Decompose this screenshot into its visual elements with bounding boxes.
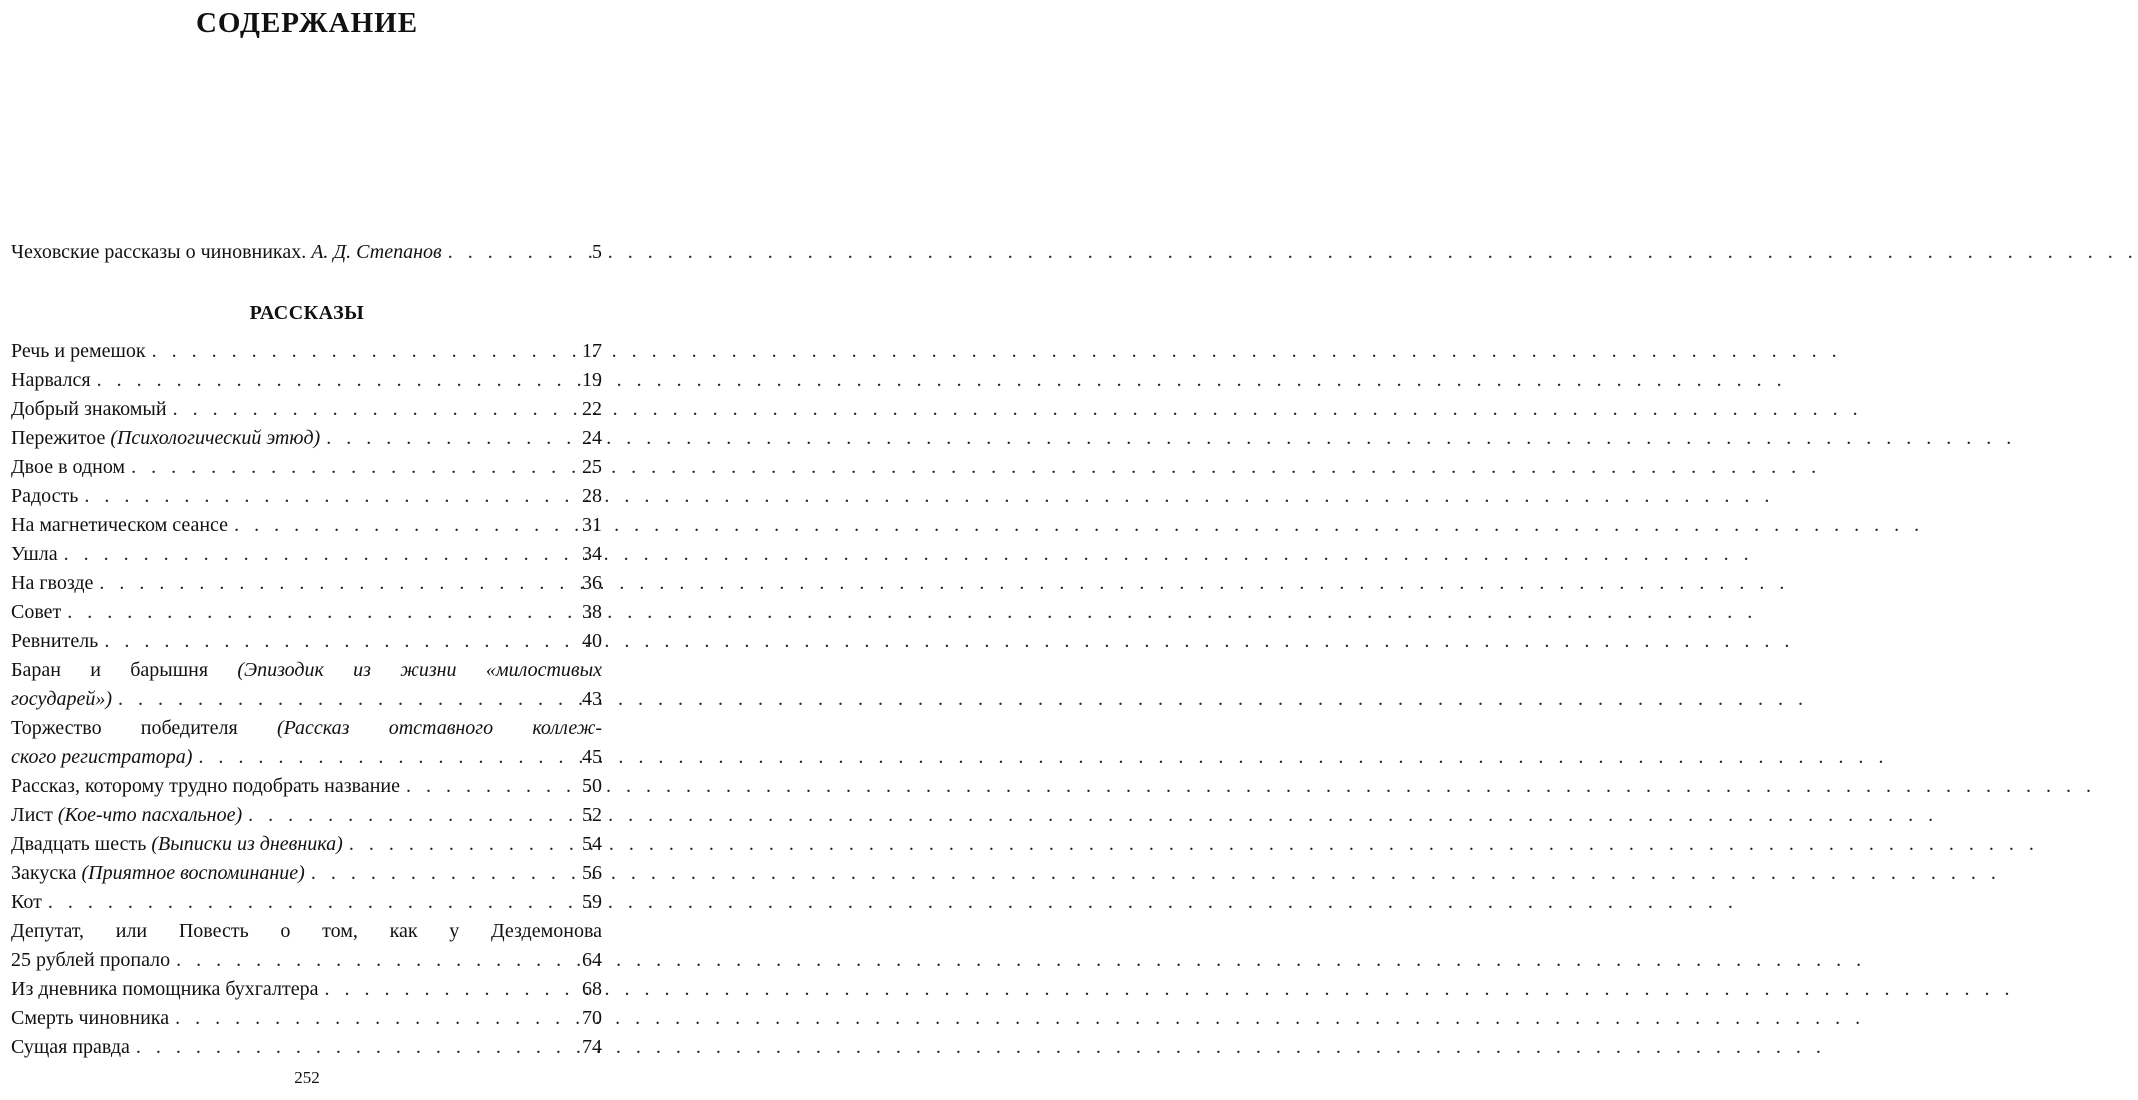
entry-page: 40 — [582, 630, 602, 652]
toc-entry[interactable] — [11, 888, 602, 917]
entry-title: Торжество победителя — [11, 717, 238, 739]
entry-page: 34 — [582, 543, 602, 565]
dot-leader — [173, 395, 576, 424]
entry-title: Лист — [11, 804, 53, 826]
toc-entry[interactable] — [11, 714, 602, 772]
dot-leader — [349, 830, 576, 859]
entry-title: Пережитое — [11, 427, 106, 449]
section-title: РАССКАЗЫ — [249, 302, 365, 324]
entry-subtitle: ского регистратора) — [11, 746, 193, 768]
entry-page: 64 — [582, 949, 602, 971]
toc-entry[interactable] — [11, 801, 602, 830]
page-number: 252 — [294, 1068, 320, 1087]
entry-page: 50 — [582, 775, 602, 797]
entry-title: Смерть чиновника — [11, 1007, 170, 1029]
dot-leader — [84, 482, 576, 511]
toc-entry[interactable] — [11, 424, 602, 453]
entry-subtitle: (Приятное воспоминание) — [81, 862, 305, 884]
toc-list — [11, 337, 602, 1062]
toc-entry[interactable] — [11, 366, 602, 395]
entry-title: На магнетическом сеансе — [11, 514, 229, 536]
entry-page: 70 — [582, 1007, 602, 1029]
toc-entry[interactable] — [11, 569, 602, 598]
entry-title: Чеховские рассказы о чиновниках. — [11, 241, 307, 263]
dot-leader — [406, 772, 576, 801]
dot-leader — [198, 743, 576, 772]
entry-subtitle: (Кое-что пасхальное) — [57, 804, 243, 826]
toc-entry[interactable] — [11, 772, 602, 801]
dot-leader — [234, 511, 576, 540]
entry-page: 54 — [582, 833, 602, 855]
dot-leader — [136, 1033, 576, 1062]
entry-subtitle: (Рассказ отставного коллеж- — [276, 717, 603, 739]
dot-leader — [448, 238, 582, 267]
page-title: СОДЕРЖАНИЕ — [195, 7, 419, 39]
dot-leader — [118, 685, 576, 714]
toc-entry[interactable] — [11, 1004, 602, 1033]
entry-title: Радость — [11, 485, 79, 507]
entry-page: 59 — [582, 891, 602, 913]
entry-title: Речь и ремешок — [11, 340, 146, 362]
entry-page: 25 — [582, 456, 602, 478]
entry-page: 45 — [582, 746, 602, 768]
toc-entry[interactable] — [11, 337, 602, 366]
entry-subtitle: (Эпизодик из жизни «милостивых — [237, 659, 602, 681]
entry-page: 22 — [582, 398, 602, 420]
toc-entry[interactable] — [11, 627, 602, 656]
dot-leader — [67, 598, 576, 627]
toc-intro-entry[interactable] — [11, 238, 602, 267]
dot-leader — [311, 859, 576, 888]
toc-entry[interactable] — [11, 395, 602, 424]
toc-entry[interactable] — [11, 656, 602, 714]
toc-entry[interactable] — [11, 482, 602, 511]
toc-entry[interactable] — [11, 1033, 602, 1062]
entry-subtitle: государей») — [11, 688, 113, 710]
entry-page: 17 — [582, 340, 602, 362]
entry-page: 38 — [582, 601, 602, 623]
entry-title: 25 рублей пропало — [11, 949, 171, 971]
entry-author: А. Д. Степанов — [311, 241, 442, 263]
toc-entry[interactable] — [11, 830, 602, 859]
entry-title: Двое в одном — [11, 456, 126, 478]
dot-leader — [326, 424, 576, 453]
entry-title: Рассказ, которому трудно подобрать название — [11, 775, 400, 797]
toc-entry[interactable] — [11, 511, 602, 540]
entry-title: Из дневника помощника бухгалтера — [11, 978, 319, 1000]
entry-page: 31 — [582, 514, 602, 536]
dot-leader — [248, 801, 576, 830]
entry-page: 36 — [582, 572, 602, 594]
entry-page: 74 — [582, 1036, 602, 1058]
entry-title: Баран и барышня — [11, 659, 209, 681]
entry-title: Кот — [11, 891, 42, 913]
entry-title: Закуска — [11, 862, 77, 884]
toc-entry[interactable] — [11, 975, 602, 1004]
entry-title: Ревнитель — [11, 630, 99, 652]
toc-entry[interactable] — [11, 917, 602, 975]
dot-leader — [152, 337, 576, 366]
dot-leader — [324, 975, 576, 1004]
dot-leader — [48, 888, 576, 917]
entry-title: Ушла — [11, 543, 58, 565]
entry-page: 24 — [582, 427, 602, 449]
entry-page: 68 — [582, 978, 602, 1000]
toc-entry[interactable] — [11, 598, 602, 627]
entry-title: Нарвался — [11, 369, 91, 391]
entry-title: Двадцать шесть — [11, 833, 147, 855]
dot-leader — [104, 627, 576, 656]
entry-page: 56 — [582, 862, 602, 884]
entry-page: 19 — [582, 369, 602, 391]
dot-leader — [97, 366, 576, 395]
dot-leader — [175, 1004, 576, 1033]
toc-entry[interactable] — [11, 453, 602, 482]
entry-title: Совет — [11, 601, 62, 623]
dot-leader — [64, 540, 576, 569]
dot-leader — [176, 946, 576, 975]
toc-entry[interactable] — [11, 859, 602, 888]
entry-page: 52 — [582, 804, 602, 826]
toc-entry[interactable] — [11, 540, 602, 569]
entry-title: Сущая правда — [11, 1036, 130, 1058]
entry-subtitle: (Выписки из дневника) — [151, 833, 343, 855]
dot-leader — [99, 569, 576, 598]
dot-leader — [131, 453, 576, 482]
entry-page: 43 — [582, 688, 602, 710]
entry-page: 5 — [592, 241, 602, 263]
entry-title: Добрый знакомый — [11, 398, 167, 420]
entry-title: Депутат, или Повесть о том, как у Дездемонова — [11, 920, 602, 942]
entry-page: 28 — [582, 485, 602, 507]
entry-subtitle: (Психологический этюд) — [110, 427, 321, 449]
entry-title: На гвозде — [11, 572, 94, 594]
